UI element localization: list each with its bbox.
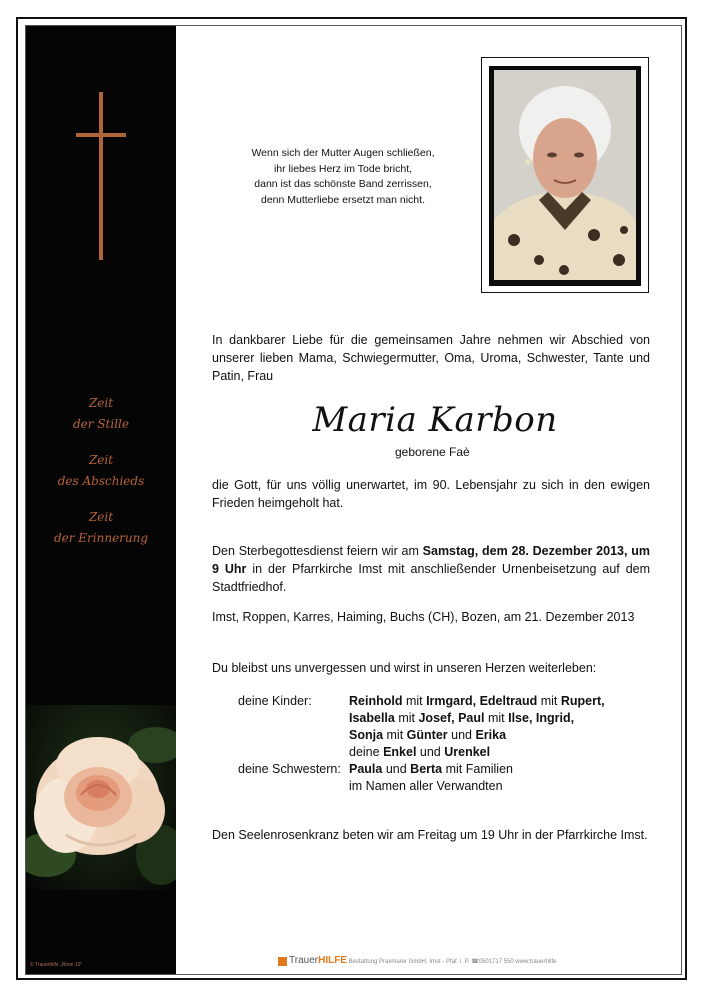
verse-line: denn Mutterliebe ersetzt man nicht. — [260, 193, 425, 206]
side-quote-3 — [26, 507, 176, 549]
kin-name: Berta — [410, 762, 443, 776]
kin-name: Erika — [475, 728, 507, 742]
kin-row — [349, 727, 506, 745]
side-quote-1 — [26, 393, 176, 435]
kin-name: Urenkel — [444, 745, 491, 759]
side-quote-line: Zeit — [88, 396, 114, 410]
kin-name: Enkel — [383, 745, 417, 759]
rose-image — [26, 705, 176, 890]
birth-name: geborene Faè — [395, 445, 470, 459]
kin-name: Isabella — [349, 711, 395, 725]
side-quote-line: der Stille — [73, 417, 129, 431]
copyright-note: © Trauerhilfe „Rose 10" — [30, 962, 83, 968]
footer — [278, 955, 556, 966]
kin-conj: mit — [484, 711, 509, 725]
kin-name: Rupert, — [560, 694, 605, 708]
portrait-photo — [494, 70, 636, 280]
rosary-text: Den Seelenrosenkranz beten wir am Freitag um 19 Uhr in der Pfarrkirche Imst. — [212, 828, 648, 842]
footer-brand-b: HILFE — [318, 955, 347, 966]
kin-name: Sonja — [349, 728, 384, 742]
side-quote-line: Zeit — [88, 510, 114, 524]
kin-conj: mit — [383, 728, 407, 742]
cross-icon — [99, 92, 103, 260]
place-date: Imst, Roppen, Karres, Haiming, Buchs (CH), Bozen, am 21. Dezember 2013 — [212, 610, 635, 624]
cross-icon-bar — [76, 133, 126, 137]
kin-label-children: deine Kinder: — [238, 694, 312, 708]
kin-name: Irmgard, Edeltraud — [426, 694, 538, 708]
service-post: in der Pfarrkirche Imst mit anschließender Urnenbeisetzung auf dem Stadtfriedhof. — [212, 562, 651, 594]
rose-icon — [26, 705, 176, 890]
trauerhilfe-logo-icon — [278, 957, 287, 966]
verse-line: Wenn sich der Mutter Augen schließen, — [251, 147, 435, 159]
kin-name: Josef, Paul — [418, 711, 485, 725]
kin-conj: und — [447, 728, 476, 742]
side-quote-line: Zeit — [88, 453, 114, 467]
kin-conj: mit — [402, 694, 427, 708]
service-pre: Den Sterbegottesdienst feiern wir am — [212, 544, 423, 558]
kin-label-siblings: deine Schwestern: — [238, 762, 341, 776]
verse-line: dann ist das schönste Band zerrissen, — [254, 178, 432, 190]
death-text: die Gott, für uns völlig unerwartet, im 90. Lebensjahr zu sich in den ewigen Frieden heimgeholt hat. — [212, 478, 650, 510]
intro-text: In dankbarer Liebe für die gemeinsamen Jahre nehmen wir Abschied von unserer lieben Mama, Schwiegermutter, Oma, Uroma, Schwester, Tante und Patin, Frau — [212, 333, 650, 383]
deceased-name: Maria Karbon — [312, 400, 558, 440]
verse — [232, 146, 454, 208]
kin-conj: deine — [349, 745, 384, 759]
kin-conj: mit Familien — [442, 762, 513, 776]
kin-name: Günter — [406, 728, 448, 742]
kin-row — [349, 744, 490, 762]
service-text — [212, 542, 650, 596]
kin-name: Paula — [349, 762, 383, 776]
kin-conj: und — [416, 745, 445, 759]
service-date: Samstag, dem 28. Dezember 2013, um 9 Uhr — [212, 544, 650, 576]
side-quote-line: des Abschieds — [57, 474, 145, 488]
kin-conj: mit — [394, 711, 419, 725]
side-quote-line: der Erinnerung — [53, 531, 149, 545]
kin-conj: mit — [537, 694, 561, 708]
footer-brand-a: Trauer — [289, 955, 319, 966]
portrait-icon — [494, 70, 636, 280]
kin-row: im Namen aller Verwandten — [349, 779, 503, 793]
kin-row — [349, 761, 513, 779]
remember-text: Du bleibst uns unvergessen und wirst in unseren Herzen weiterleben: — [212, 661, 597, 675]
kin-conj: und — [382, 762, 411, 776]
kin-row — [349, 710, 574, 728]
side-quote-2 — [26, 450, 176, 492]
kin-name: Reinhold — [349, 694, 403, 708]
kin-name: Ilse, Ingrid, — [508, 711, 575, 725]
kin-row — [349, 693, 605, 711]
footer-details: Bestattung Praxmarer GmbH, Imst - Pfaf. i. P. ☎0501717 550 www.trauerhilfe — [348, 959, 557, 965]
verse-line: ihr liebes Herz im Tode bricht, — [273, 162, 413, 175]
